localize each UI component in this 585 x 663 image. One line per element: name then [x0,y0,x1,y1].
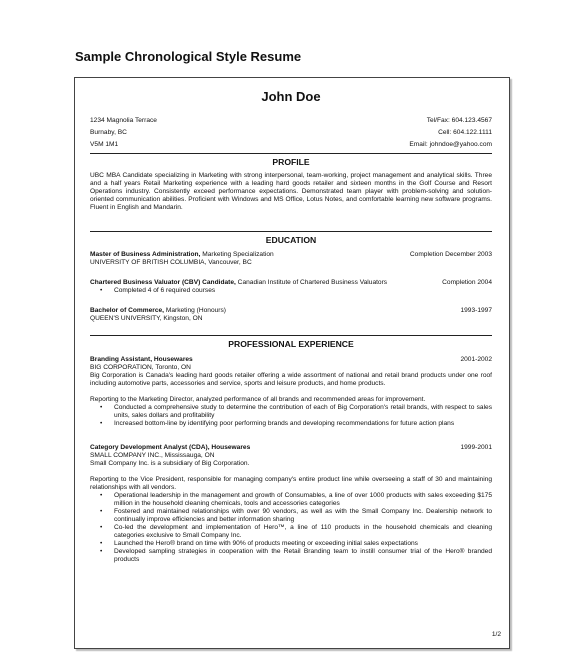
degree: Chartered Business Valuator (CBV) Candidate, [90,279,236,286]
job-title: Branding Assistant, Housewares [90,356,193,363]
education-date: 1993-1997 [460,307,492,314]
education-item [90,307,492,323]
list-item: • Conducted a comprehensive study to determine the contribution of each of Big Corporation's retail brands, with respect to sales units, sales dollars and profitability [90,404,492,420]
job-description: Small Company Inc. is a subsidiary of Big Corporation. [90,460,250,467]
contact-email [409,139,492,151]
degree: Bachelor of Commerce, [90,307,165,314]
school: UNIVERSITY OF BRITISH COLUMBIA, Vancouver, BC [90,259,252,266]
address-block [90,115,157,151]
job-bullets [90,492,492,564]
list-item: • Developed sampling strategies in cooperation with the Retail Branding team to instill consumer trial of the Hero® branded products [90,548,492,564]
job-company: SMALL COMPANY INC., Mississauga, ON [90,452,215,459]
candidate-name: John Doe [261,89,321,104]
section-title-education: EDUCATION [265,235,317,245]
job-reporting: Reporting to the Marketing Director, analyzed performance of all brands and recommended areas for improvement. [90,396,426,403]
job-title: Category Development Analyst (CDA), Housewares [90,444,251,451]
contact-tel [409,115,492,127]
education-item [90,279,492,295]
resume-page [74,77,510,649]
address-line: Burnaby, BC [90,129,127,136]
list-item: • Co-led the development and implementation of Hero™, a line of 110 products in the household chemicals and cleaning categories exclusive to Small Company Inc. [90,524,492,540]
education-date: Completion December 2003 [409,251,492,258]
contact-label: Cell: [438,129,452,136]
contact-label: Tel/Fax: [426,117,450,124]
education-item [90,251,492,267]
list-item: • Completed 4 of 6 required courses [90,287,492,295]
address-line: V5M 1M1 [90,141,119,148]
divider [90,231,492,232]
list-item: • Fostered and maintained relationships with over 90 vendors, as well as with the Small Company Inc. Dealership network to continually improve efficiencies and better information sharing [90,508,492,524]
page-number: 1/2 [491,631,501,638]
contact-value: 604.123.4567 [451,117,492,124]
address-line: 1234 Magnolia Terrace [90,117,157,124]
job-entry [90,356,492,428]
school: QUEEN'S UNIVERSITY, Kingston, ON [90,315,203,322]
education-date: Completion 2004 [442,279,492,286]
list-item: • Launched the Hero® brand on time with 90% of products meeting or exceeding initial sales expectations [90,540,492,548]
contact-cell [409,127,492,139]
job-reporting: Reporting to the Vice President, responsible for managing company's entire product line while overseeing a staff of 30 and maintaining relationships with all vendors. [90,476,492,491]
degree: Master of Business Administration, [90,251,201,258]
section-title-profile: PROFILE [272,157,310,167]
contact-block [409,115,492,151]
contact-value: 604.122.1111 [453,129,492,136]
profile-text: UBC MBA Candidate specializing in Marketing with strong interpersonal, team-working, project management and analytical skills. Three and a half years Retail Marketing experience with a leading hard goods retailer and sixteen months in the Golf Course and Resort Operations industry. Consistently exceed performance expectations. Demonstrated team player with problem-solving and solution-oriented communication abilities. Proficient with Windows and MS Office, Lotus Notes, and comfortable learning new software programs. Fluent in English and Mandarin. [90,172,492,211]
job-date: 2001-2002 [460,356,492,363]
page-heading: Sample Chronological Style Resume [75,49,302,64]
job-entry [90,444,492,564]
job-description: Big Corporation is Canada's leading hard goods retailer offering a wide assortment of national and retail brand products under one roof including automotive parts, accessories and service, sports and leisure products, and home products. [90,372,492,387]
section-title-experience: PROFESSIONAL EXPERIENCE [228,339,354,349]
job-bullets [90,404,492,428]
list-item: • Operational leadership in the management and growth of Consumables, a line of over 1000 products with sales exceeding $175 million in the household cleaning chemicals, tools and accessories categories [90,492,492,508]
divider [90,335,492,336]
job-date: 1999-2001 [460,444,492,451]
divider [90,153,492,154]
contact-value: johndoe@yahoo.com [429,141,492,148]
degree-detail: Marketing (Honours) [164,307,226,314]
education-bullets [90,287,492,295]
contact-label: Email: [409,141,428,148]
degree-detail: Canadian Institute of Chartered Business Valuators [235,279,388,286]
job-company: BIG CORPORATION, Toronto, ON [90,364,191,371]
list-item: • Increased bottom-line by identifying poor performing brands and developing recommendations for future action plans [90,420,492,428]
degree-detail: Marketing Specialization [200,251,274,258]
